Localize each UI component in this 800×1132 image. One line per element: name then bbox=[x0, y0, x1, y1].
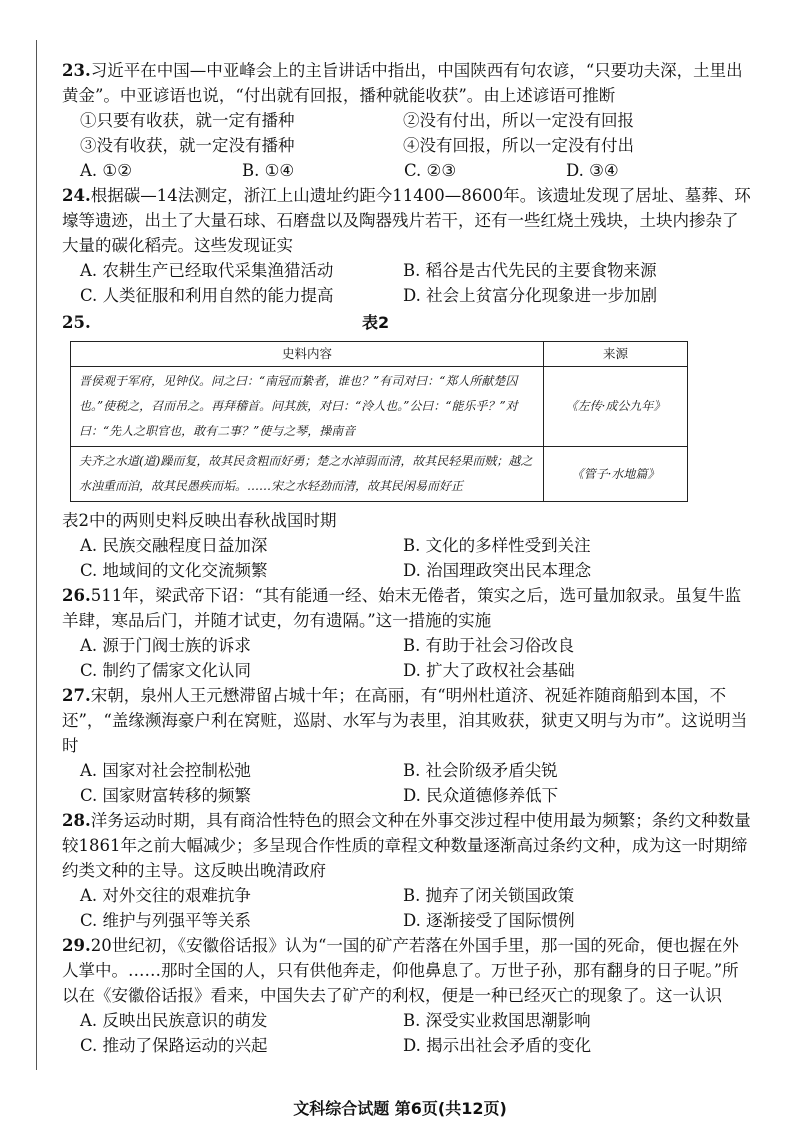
table-header: 史料内容 bbox=[71, 342, 544, 367]
table-header: 来源 bbox=[544, 342, 688, 367]
option-list bbox=[62, 758, 752, 808]
statement: ②没有付出，所以一定没有回报 bbox=[403, 111, 634, 130]
option-b: B. 有助于社会习俗改良 bbox=[403, 636, 575, 655]
option-c: C. 推动了保路运动的兴起 bbox=[80, 1036, 268, 1055]
option-list bbox=[62, 1008, 752, 1058]
option-c: C. ②③ bbox=[404, 161, 457, 180]
option-a: A. 对外交往的艰难抗争 bbox=[80, 886, 251, 905]
question-stem: 洋务运动时期，具有商洽性特色的照会文种在外事交涉过程中使用最为频繁；条约文种数量较1861年之前大幅减少；多呈现合作性质的章程文种数量逐渐高过条约文种，成为这一时期缔约类文种的主导。这反映出晚清政府 bbox=[62, 811, 751, 880]
option-b: B. 文化的多样性受到关注 bbox=[403, 536, 591, 555]
option-a: A. 国家对社会控制松弛 bbox=[80, 761, 251, 780]
option-b: B. ①④ bbox=[242, 161, 295, 180]
question-24 bbox=[62, 183, 752, 308]
option-d: D. 逐渐接受了国际惯例 bbox=[403, 911, 575, 930]
statement-list bbox=[62, 108, 752, 158]
table-cell: 《左传·成公九年》 bbox=[544, 367, 688, 447]
option-d: D. ③④ bbox=[566, 161, 619, 180]
question-stem: 511年，梁武帝下诏：“其有能通一经、始末无倦者，策实之后，选可量加叙录。虽复牛监羊肆，寒品后门，并随才试吏，勿有遗隔。”这一措施的实施 bbox=[62, 586, 742, 630]
question-26 bbox=[62, 583, 752, 683]
table-row bbox=[71, 367, 688, 447]
option-a: A. 农耕生产已经取代采集渔猎活动 bbox=[80, 261, 334, 280]
table-row bbox=[71, 447, 688, 502]
option-c: C. 维护与列强平等关系 bbox=[80, 911, 252, 930]
option-a: A. ①② bbox=[80, 161, 132, 180]
table-title: 表2 bbox=[362, 313, 390, 332]
question-stem: 宋朝，泉州人王元懋滞留占城十年；在高丽，有“明州杜道济、祝延祚随商船到本国，不还”，“盖缘濒海豪户利在窝赃，巡尉、水军与为表里，洎其败获，狱吏又明与为市”。这说明当时 bbox=[62, 686, 748, 755]
statement: ①只要有收获，就一定有播种 bbox=[80, 111, 295, 130]
page-footer: 文科综合试题 第6页(共12页) bbox=[293, 1099, 507, 1118]
question-25 bbox=[62, 310, 752, 583]
option-d: D. 治国理政突出民本理念 bbox=[403, 561, 592, 580]
question-stem: 根据碳—14法测定，浙江上山遗址约距今11400—8600年。该遗址发现了居址、墓葬、环壕等遗迹，出土了大量石球、石磨盘以及陶器残片若干，还有一些红烧土残块，土块内掺杂了大量的碳化稻壳。这些发现证实 bbox=[62, 186, 751, 255]
question-number: 27. bbox=[62, 686, 91, 705]
option-b: B. 社会阶级矛盾尖锐 bbox=[403, 761, 558, 780]
option-c: C. 国家财富转移的频繁 bbox=[80, 786, 252, 805]
question-28 bbox=[62, 808, 752, 933]
option-list bbox=[62, 258, 752, 308]
question-number: 23. bbox=[62, 61, 91, 80]
question-23 bbox=[62, 58, 752, 183]
question-stem: 20世纪初，《安徽俗话报》认为“一国的矿产若落在外国手里，那一国的死命，便也握在外人掌中。……那时全国的人，只有供他奔走，仰他鼻息了。万世子孙，那有翻身的日子呢。”所以在《安徽俗话报》看来，中国失去了矿产的利权，便是一种已经灭亡的现象了。这一认识 bbox=[62, 936, 739, 1005]
option-c: C. 制约了儒家文化认同 bbox=[80, 661, 252, 680]
option-d: D. 社会上贫富分化现象进一步加剧 bbox=[403, 286, 658, 305]
question-stem: 表2中的两则史料反映出春秋战国时期 bbox=[62, 511, 337, 530]
question-number: 28. bbox=[62, 811, 91, 830]
option-a: A. 源于门阀士族的诉求 bbox=[80, 636, 251, 655]
question-number: 24. bbox=[62, 186, 91, 205]
question-number: 25. bbox=[62, 313, 91, 332]
option-b: B. 深受实业救国思潮影响 bbox=[403, 1011, 591, 1030]
table-header-row bbox=[71, 342, 688, 367]
option-b: B. 稻谷是古代先民的主要食物来源 bbox=[403, 261, 657, 280]
option-d: D. 扩大了政权社会基础 bbox=[403, 661, 575, 680]
option-d: D. 揭示出社会矛盾的变化 bbox=[403, 1036, 592, 1055]
option-d: D. 民众道德修养低下 bbox=[403, 786, 559, 805]
option-a: A. 民族交融程度日益加深 bbox=[80, 536, 268, 555]
option-c: C. 地域间的文化交流频繁 bbox=[80, 561, 268, 580]
statement: ④没有回报，所以一定没有付出 bbox=[403, 136, 634, 155]
table-cell: 夫齐之水道(道)躁而复，故其民贪粗而好勇；楚之水淖弱而清，故其民轻果而贼；越之水浊重而洎，故其民愚疾而垢。……宋之水轻劲而清，故其民闲易而好正 bbox=[71, 447, 544, 502]
question-27 bbox=[62, 683, 752, 808]
margin-line bbox=[36, 40, 37, 1070]
option-list bbox=[62, 883, 752, 933]
option-c: C. 人类征服和利用自然的能力提高 bbox=[80, 286, 334, 305]
table-cell: 《管子·水地篇》 bbox=[544, 447, 688, 502]
statement: ③没有收获，就一定没有播种 bbox=[80, 136, 295, 155]
exam-page bbox=[62, 58, 752, 1058]
source-table bbox=[70, 341, 688, 502]
question-29 bbox=[62, 933, 752, 1058]
option-list bbox=[62, 533, 752, 583]
option-a: A. 反映出民族意识的萌发 bbox=[80, 1011, 268, 1030]
option-list bbox=[62, 633, 752, 683]
option-b: B. 抛弃了闭关锁国政策 bbox=[403, 886, 575, 905]
option-list bbox=[62, 158, 752, 183]
table-cell: 晋侯观于军府，见钟仪。问之曰：“南冠而絷者，谁也？”有司对曰：“郑人所献楚囚也。”使税之，召而吊之。再拜稽首。问其族，对曰：“泠人也。”公曰：“能乐乎？”对曰：“先人之职官也，敢有二事？”使与之琴，操南音 bbox=[71, 367, 544, 447]
question-number: 29. bbox=[62, 936, 91, 955]
question-stem: 习近平在中国—中亚峰会上的主旨讲话中指出，中国陕西有句农谚，“只要功夫深，土里出黄金”。中亚谚语也说，“付出就有回报，播种就能收获”。由上述谚语可推断 bbox=[62, 61, 743, 105]
question-number: 26. bbox=[62, 586, 91, 605]
